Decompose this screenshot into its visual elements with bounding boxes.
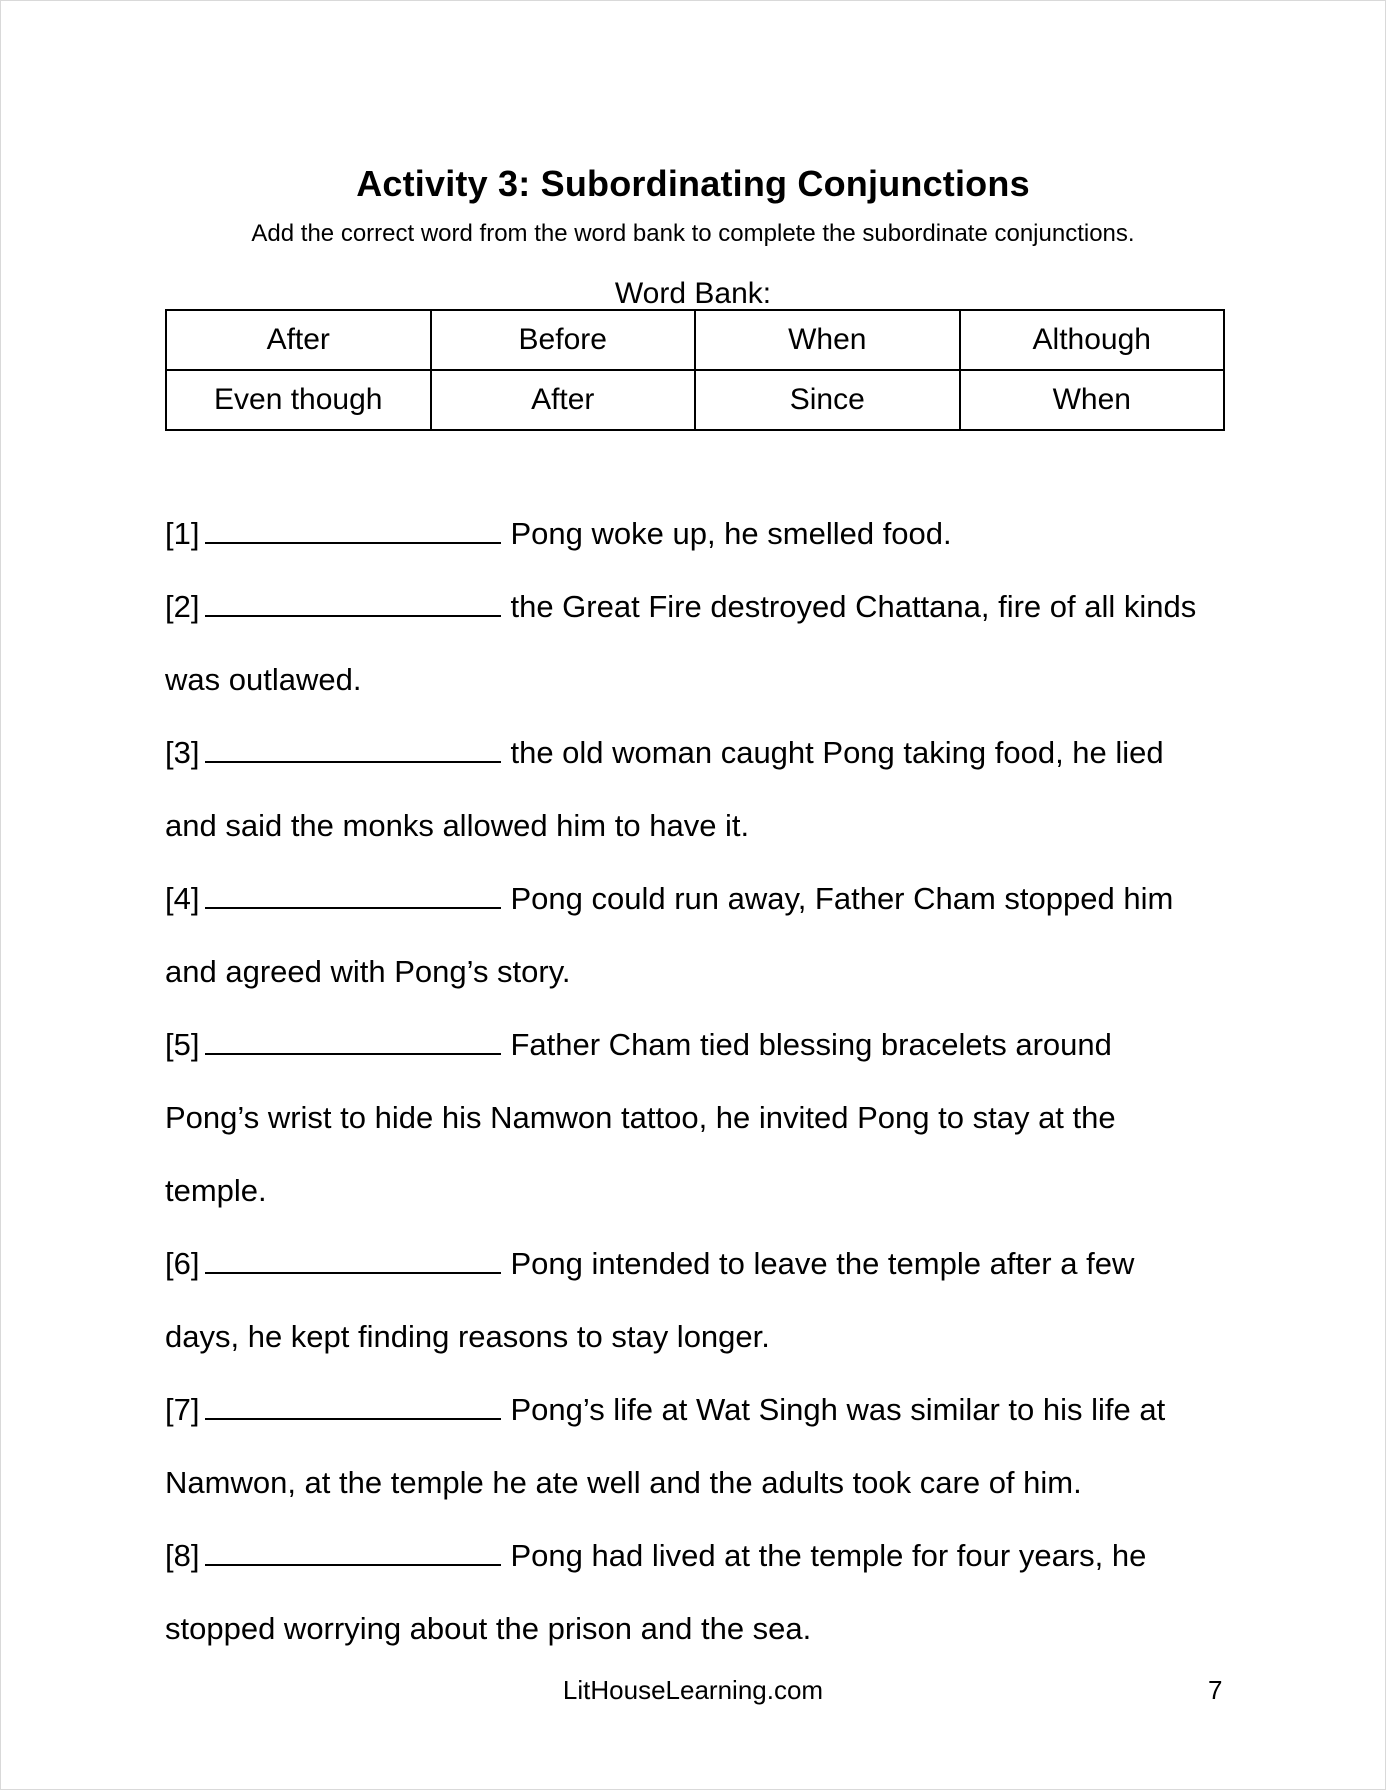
- question-item-4: [165, 862, 1245, 935]
- question-continuation: and agreed with Pong’s story.: [165, 954, 571, 989]
- answer-blank-2[interactable]: [205, 585, 501, 617]
- footer-website: LitHouseLearning.com: [562, 1675, 824, 1705]
- question-continuation: and said the monks allowed him to have it.: [165, 808, 750, 843]
- question-item-5: [165, 1008, 1245, 1081]
- answer-blank-8[interactable]: [205, 1534, 501, 1566]
- answer-blank-7[interactable]: [205, 1388, 501, 1420]
- question-continuation: stopped worrying about the prison and the sea.: [165, 1611, 812, 1646]
- question-number: [1]: [165, 516, 200, 551]
- question-item-2: [165, 570, 1245, 643]
- question-text: Pong intended to leave the temple after a few: [510, 1246, 1135, 1281]
- answer-blank-1[interactable]: [205, 512, 501, 544]
- question-number: [4]: [165, 881, 200, 916]
- word-bank-cell: Even though: [166, 370, 431, 430]
- question-number: [7]: [165, 1392, 200, 1427]
- answer-blank-3[interactable]: [205, 731, 501, 763]
- question-item-1: [165, 497, 1245, 570]
- question-text: Pong could run away, Father Cham stopped him: [510, 881, 1174, 916]
- question-number: [6]: [165, 1246, 200, 1281]
- question-text: the old woman caught Pong taking food, he lied: [510, 735, 1164, 770]
- question-number: [3]: [165, 735, 200, 770]
- answer-blank-6[interactable]: [205, 1242, 501, 1274]
- question-continuation: days, he kept finding reasons to stay longer.: [165, 1319, 770, 1354]
- word-bank-row: [166, 310, 1224, 370]
- question-text: Pong’s life at Wat Singh was similar to his life at: [510, 1392, 1166, 1427]
- word-bank-table: [165, 309, 1225, 431]
- page-number: 7: [1208, 1675, 1223, 1705]
- question-continuation: Pong’s wrist to hide his Namwon tattoo, he invited Pong to stay at the: [165, 1100, 1116, 1135]
- question-item-8: [165, 1519, 1245, 1592]
- word-bank-row: [166, 370, 1224, 430]
- question-continuation: temple.: [165, 1173, 267, 1208]
- question-number: [2]: [165, 589, 200, 624]
- answer-blank-5[interactable]: [205, 1023, 501, 1055]
- page-title: Activity 3: Subordinating Conjunctions: [356, 163, 1030, 204]
- word-bank-cell: After: [431, 370, 696, 430]
- word-bank-caption: Word Bank:: [614, 277, 772, 310]
- word-bank-cell: Since: [695, 370, 960, 430]
- word-bank-cell: Before: [431, 310, 696, 370]
- answer-blank-4[interactable]: [205, 877, 501, 909]
- question-number: [5]: [165, 1027, 200, 1062]
- question-text: Pong woke up, he smelled food.: [510, 516, 952, 551]
- question-number: [8]: [165, 1538, 200, 1573]
- question-continuation: Namwon, at the temple he ate well and the adults took care of him.: [165, 1465, 1082, 1500]
- word-bank-cell: When: [960, 370, 1225, 430]
- question-continuation: was outlawed.: [165, 662, 362, 697]
- question-text: Father Cham tied blessing bracelets around: [510, 1027, 1112, 1062]
- word-bank-cell: When: [695, 310, 960, 370]
- word-bank-cell: After: [166, 310, 431, 370]
- question-item-3: [165, 716, 1245, 789]
- word-bank-cell: Although: [960, 310, 1225, 370]
- question-text: Pong had lived at the temple for four years, he: [510, 1538, 1147, 1573]
- instructions: Add the correct word from the word bank to complete the subordinate conjunctions.: [251, 220, 1135, 247]
- question-text: the Great Fire destroyed Chattana, fire of all kinds: [510, 589, 1197, 624]
- question-list: [165, 497, 1245, 1665]
- question-item-7: [165, 1373, 1245, 1446]
- question-item-6: [165, 1227, 1245, 1300]
